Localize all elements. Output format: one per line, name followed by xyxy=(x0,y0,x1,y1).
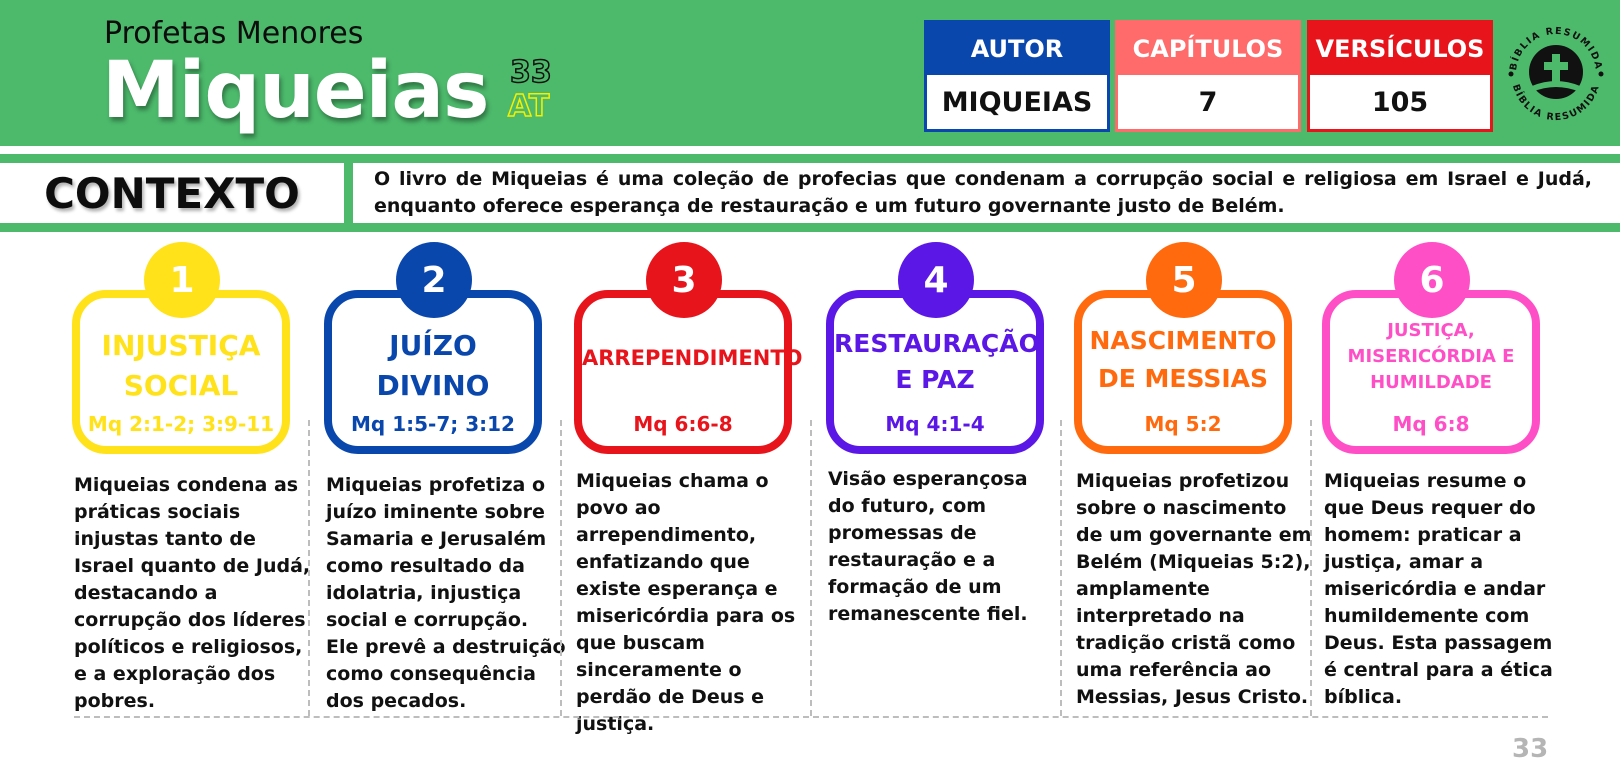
topic-number-badge: 6 xyxy=(1394,242,1470,318)
stat-capitulos-label: CAPÍTULOS xyxy=(1118,23,1298,75)
logo-bottom-text: BÍBLIA RESUMIDA xyxy=(1509,82,1603,124)
stat-autor xyxy=(924,20,1110,132)
topic-description: Miqueias condena as práticas sociais injustas tanto de Israel quanto de Judá, destacando a corrupção dos líderes políticos e religiosos, e a exploração dos pobres. xyxy=(74,474,311,712)
column-divider xyxy=(810,420,812,716)
topic-ref: Mq 1:5-7; 3:12 xyxy=(351,412,515,436)
context-text: O livro de Miqueias é uma coleção de profecias que condenam a corrupção social e religiosa em Israel e Judá, enquanto oferece esperança de restauração e um futuro governante justo de Belém. xyxy=(374,168,1592,217)
stat-autor-value: MIQUEIAS xyxy=(941,86,1093,118)
header-bar xyxy=(0,0,1620,146)
topic-ref: Mq 2:1-2; 3:9-11 xyxy=(87,412,275,436)
topic-ref: Mq 4:1-4 xyxy=(885,412,985,436)
topic-ref: Mq 6:6-8 xyxy=(633,412,733,436)
book-title: Miqueias xyxy=(102,46,489,136)
biblia-resumida-logo xyxy=(1502,20,1610,128)
topic-number-badge: 2 xyxy=(396,242,472,318)
topic-title: ARREPENDIMENTO xyxy=(582,346,803,370)
topic-ref: Mq 5:2 xyxy=(1144,412,1222,436)
page-number: 33 xyxy=(1512,734,1549,764)
topic-description: Miqueias chama o povo ao arrependimento, enfatizando que existe esperança e misericórdia para os que buscam sinceramente o perdão de Deus e justiça. xyxy=(576,470,796,735)
column-divider xyxy=(1060,420,1062,716)
context-heading: CONTEXTO xyxy=(44,168,300,218)
topic-4 xyxy=(826,242,1070,712)
topic-number-badge: 1 xyxy=(144,242,220,318)
testament-label: AT xyxy=(508,89,550,124)
column-divider xyxy=(560,420,562,716)
column-divider xyxy=(1310,420,1312,716)
stat-versiculos-value: 105 xyxy=(1371,86,1429,118)
topic-1 xyxy=(72,242,316,712)
topic-3 xyxy=(574,242,818,735)
topic-6 xyxy=(1322,242,1566,712)
topic-description: Miqueias profetiza o juízo iminente sobre Samaria e Jerusalém como resultado da idolatria, injustiça social e corrupção. Ele prevê a destruição como consequência dos pecados. xyxy=(326,474,566,712)
topic-description: Miqueias profetizou sobre o nascimento de um governante em Belém (Miqueias 5:2), amplamente interpretado na tradição cristã como uma referência ao Messias, Jesus Cristo. xyxy=(1076,470,1312,708)
logo-top-text: BÍBLIA RESUMIDA xyxy=(1508,25,1604,72)
bottom-divider xyxy=(74,716,1548,718)
stat-versiculos-label: VERSÍCULOS xyxy=(1310,23,1490,75)
stat-versiculos xyxy=(1307,20,1493,132)
topic-5 xyxy=(1074,242,1318,712)
topic-title: JUSTIÇA, MISERICÓRDIA E HUMILDADE xyxy=(1347,320,1515,393)
topic-title: INJUSTIÇA SOCIAL xyxy=(101,329,261,402)
stat-capitulos-value: 7 xyxy=(1198,86,1218,118)
book-number: 33 xyxy=(510,55,552,90)
topic-description: Miqueias resume o que Deus requer do homem: praticar a justiça, amar a misericórdia e andar humildemente com Deus. Esta passagem é central para a ética bíblica. xyxy=(1324,470,1553,708)
cross-icon xyxy=(1529,45,1583,99)
column-divider xyxy=(308,420,310,716)
topic-ref: Mq 6:8 xyxy=(1392,412,1470,436)
topic-number-badge: 4 xyxy=(898,242,974,318)
series-label: Profetas Menores xyxy=(104,16,364,51)
topic-title: NASCIMENTO DE MESSIAS xyxy=(1089,326,1277,393)
topic-number-badge: 5 xyxy=(1146,242,1222,318)
topic-title: RESTAURAÇÃO E PAZ xyxy=(834,329,1040,394)
topic-title: JUÍZO DIVINO xyxy=(376,329,490,402)
stat-capitulos xyxy=(1115,20,1301,132)
topic-2 xyxy=(324,242,568,712)
topic-description: Visão esperançosa do futuro, com promessas de restauração e a formação de um remanescente fiel. xyxy=(828,468,1028,625)
stat-autor-label: AUTOR xyxy=(927,23,1107,75)
topic-number-badge: 3 xyxy=(646,242,722,318)
